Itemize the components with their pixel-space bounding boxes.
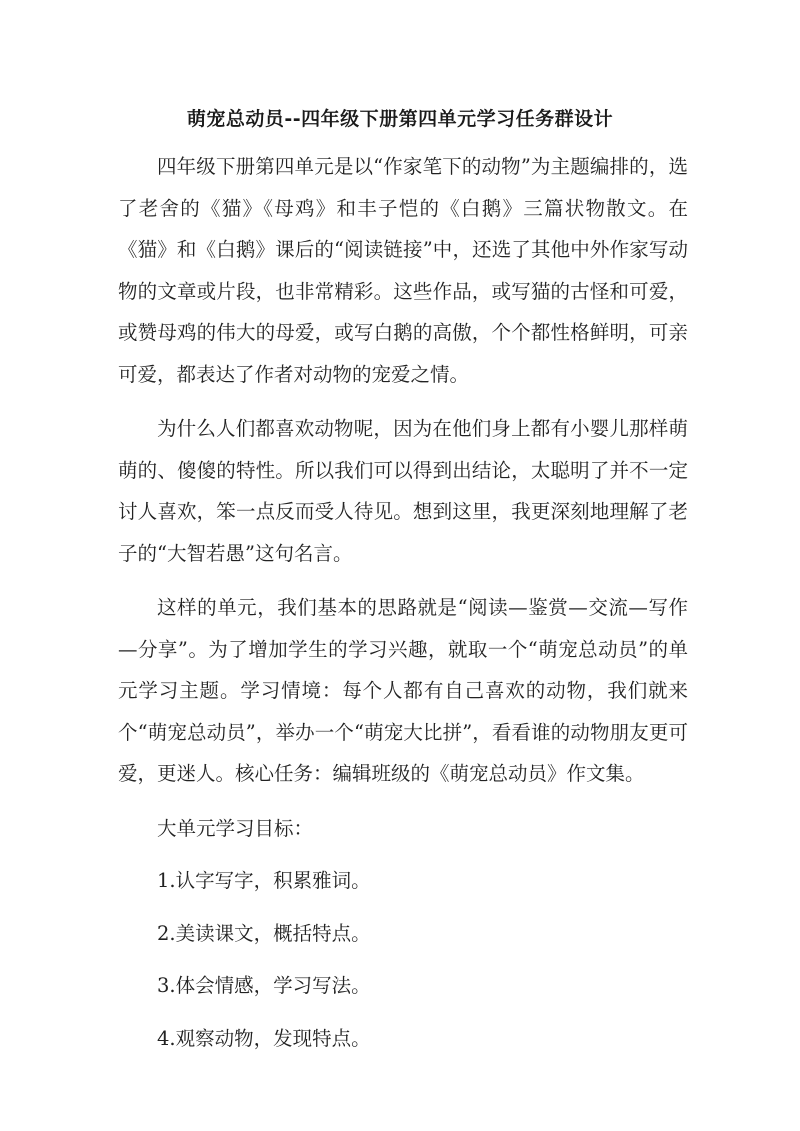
paragraph-unit-intro: 四年级下册第四单元是以“作家笔下的动物”为主题编排的，选了老舍的《猫》《母鸡》和丰子恺的《白鹅》三篇状物散文。在《猫》和《白鹅》课后的“阅读链接”中，还选了其他中外作家写动物的文章或片段，也非常精彩。这些作品，或写猫的古怪和可爱，或赞母鸡的伟大的母爱，或写白鹅的高傲，个个都性格鲜明，可亲可爱，都表达了作者对动物的宠爱之情。 — [118, 155, 688, 386]
goal-item-3: 3.体会情感，学习写法。 — [157, 974, 371, 997]
document-title: 萌宠总动员--四年级下册第四单元学习任务群设计 — [186, 108, 614, 130]
paragraph-why-animals: 为什么人们都喜欢动物呢，因为在他们身上都有小婴儿那样萌萌的、傻傻的特性。所以我们可以得到出结论，太聪明了并不一定讨人喜欢，笨一点反而受人待见。想到这里，我更深刻地理解了老子的“大智若愚”这句名言。 — [118, 417, 688, 565]
goal-item-1: 1.认字写字，积累雅词。 — [157, 869, 371, 892]
document-body — [118, 146, 688, 1070]
goal-item-2: 2.美读课文，概括特点。 — [157, 921, 371, 945]
paragraph-unit-approach: 这样的单元，我们基本的思路就是“阅读—鉴赏—交流—写作—分享”。为了增加学生的学习兴趣，就取一个“萌宠总动员”的单元学习主题。学习情境：每个人都有自己喜欢的动物，我们就来个“萌宠总动员”，举办一个“萌宠大比拼”，看看谁的动物朋友更可爱，更迷人。核心任务：编辑班级的《萌宠总动员》作文集。 — [118, 596, 688, 785]
goals-heading: 大单元学习目标： — [157, 816, 314, 840]
goal-item-4: 4.观察动物，发现特点。 — [157, 1026, 371, 1050]
